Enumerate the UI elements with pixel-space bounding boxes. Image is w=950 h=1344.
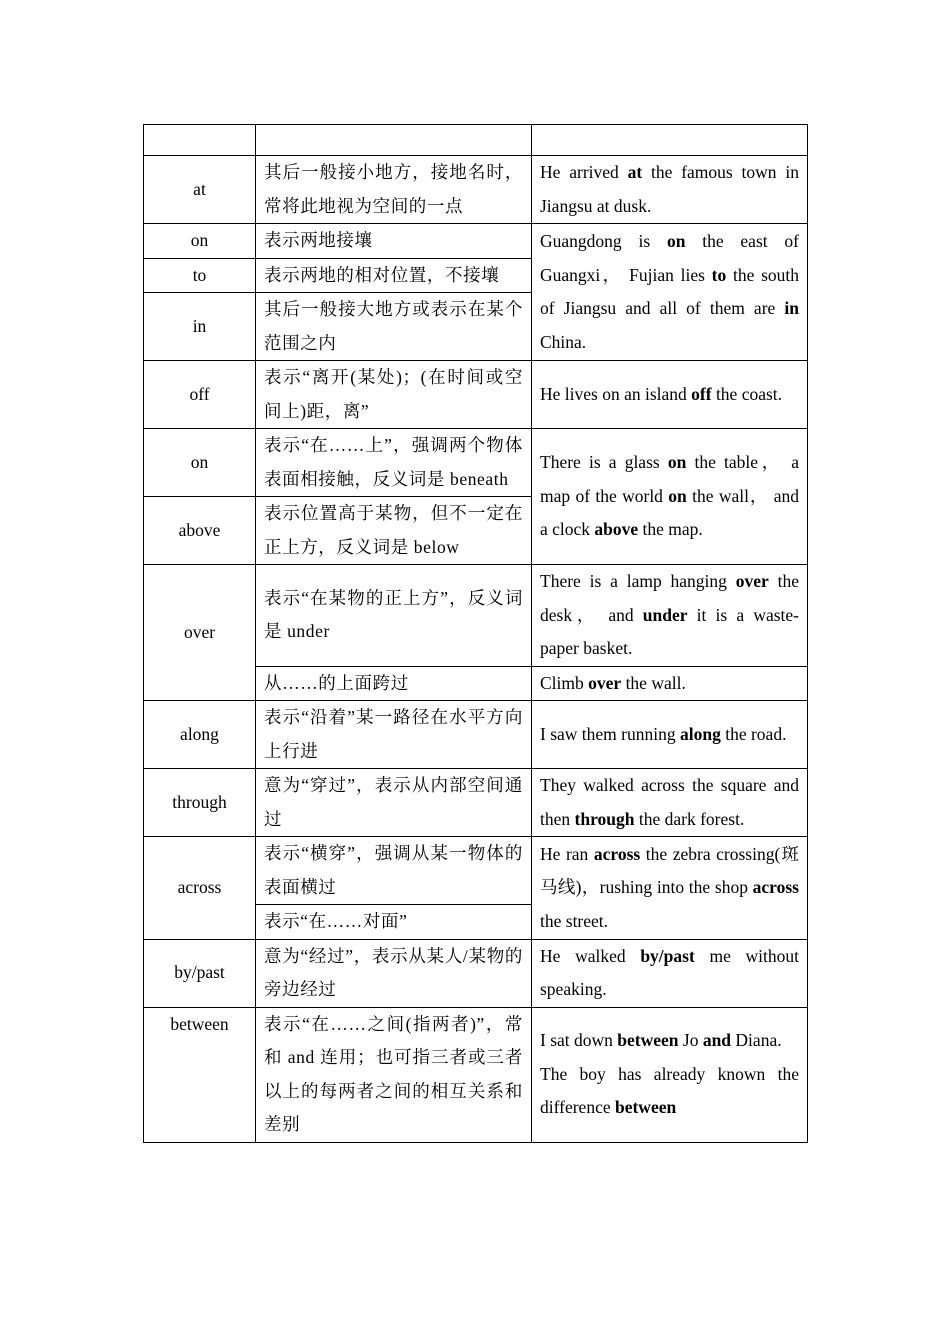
preposition-cell: to <box>144 258 256 293</box>
preposition-cell: along <box>144 701 256 769</box>
preposition-cell: over <box>144 565 256 701</box>
table-row <box>144 1007 808 1142</box>
example-cell <box>532 1007 808 1142</box>
table-row <box>144 361 808 429</box>
preposition-cell: on <box>144 224 256 259</box>
preposition-cell: through <box>144 769 256 837</box>
preposition-cell: at <box>144 156 256 224</box>
description-cell: 表示“横穿”，强调从某一物体的表面横过 <box>256 837 532 905</box>
header-cell <box>532 125 808 156</box>
example-cell: There is a glass on the table， a map of the world on the wall， and a clock above the map. <box>532 429 808 565</box>
example-sentence: The boy has already known the difference between <box>540 1063 799 1118</box>
description-cell: 表示两地接壤 <box>256 224 532 259</box>
description-cell: 表示“在……上”，强调两个物体表面相接触，反义词是 beneath <box>256 429 532 497</box>
example-cell: He lives on an island off the coast. <box>532 361 808 429</box>
header-cell <box>256 125 532 156</box>
header-cell <box>144 125 256 156</box>
preposition-cell: by/past <box>144 939 256 1007</box>
example-cell: I saw them running along the road. <box>532 701 808 769</box>
table-row <box>144 565 808 667</box>
example-cell: There is a lamp hanging over the desk， and under it is a waste-paper basket. <box>532 565 808 667</box>
description-cell: 表示“在某物的正上方”，反义词是 under <box>256 565 532 667</box>
table-row <box>144 429 808 497</box>
preposition-cell: on <box>144 429 256 497</box>
table-row <box>144 224 808 259</box>
table-row <box>144 939 808 1007</box>
preposition-cell: in <box>144 293 256 361</box>
description-cell: 表示两地的相对位置，不接壤 <box>256 258 532 293</box>
example-sentence: I sat down between Jo and Diana. <box>540 1030 782 1051</box>
table-row <box>144 837 808 905</box>
preposition-cell: above <box>144 497 256 565</box>
table-row <box>144 156 808 224</box>
example-cell: Climb over the wall. <box>532 666 808 701</box>
description-cell: 表示位置高于某物，但不一定在正上方，反义词是 below <box>256 497 532 565</box>
description-cell: 其后一般接小地方，接地名时，常将此地视为空间的一点 <box>256 156 532 224</box>
description-cell: 表示“沿着”某一路径在水平方向上行进 <box>256 701 532 769</box>
example-cell: He ran across the zebra crossing(斑马线)，rushing into the shop across the street. <box>532 837 808 940</box>
example-cell: He walked by/past me without speaking. <box>532 939 808 1007</box>
description-cell: 意为“经过”，表示从某人/某物的旁边经过 <box>256 939 532 1007</box>
table-row <box>144 769 808 837</box>
example-cell: They walked across the square and then through the dark forest. <box>532 769 808 837</box>
preposition-cell: off <box>144 361 256 429</box>
description-cell: 表示“在……之间(指两者)”，常和 and 连用；也可指三者或三者以上的每两者之间的相互关系和差别 <box>256 1007 532 1142</box>
description-cell: 从……的上面跨过 <box>256 666 532 701</box>
table-header-row <box>144 125 808 156</box>
table-row <box>144 701 808 769</box>
description-cell: 表示“在……对面” <box>256 905 532 940</box>
description-cell: 其后一般接大地方或表示在某个范围之内 <box>256 293 532 361</box>
example-cell: Guangdong is on the east of Guangxi， Fujian lies to the south of Jiangsu and all of them are in China. <box>532 224 808 361</box>
preposition-cell: between <box>144 1007 256 1142</box>
preposition-cell: across <box>144 837 256 940</box>
preposition-table <box>143 124 808 1143</box>
description-cell: 表示“离开(某处)；(在时间或空间上)距，离” <box>256 361 532 429</box>
description-cell: 意为“穿过”，表示从内部空间通过 <box>256 769 532 837</box>
example-cell: He arrived at the famous town in Jiangsu at dusk. <box>532 156 808 224</box>
